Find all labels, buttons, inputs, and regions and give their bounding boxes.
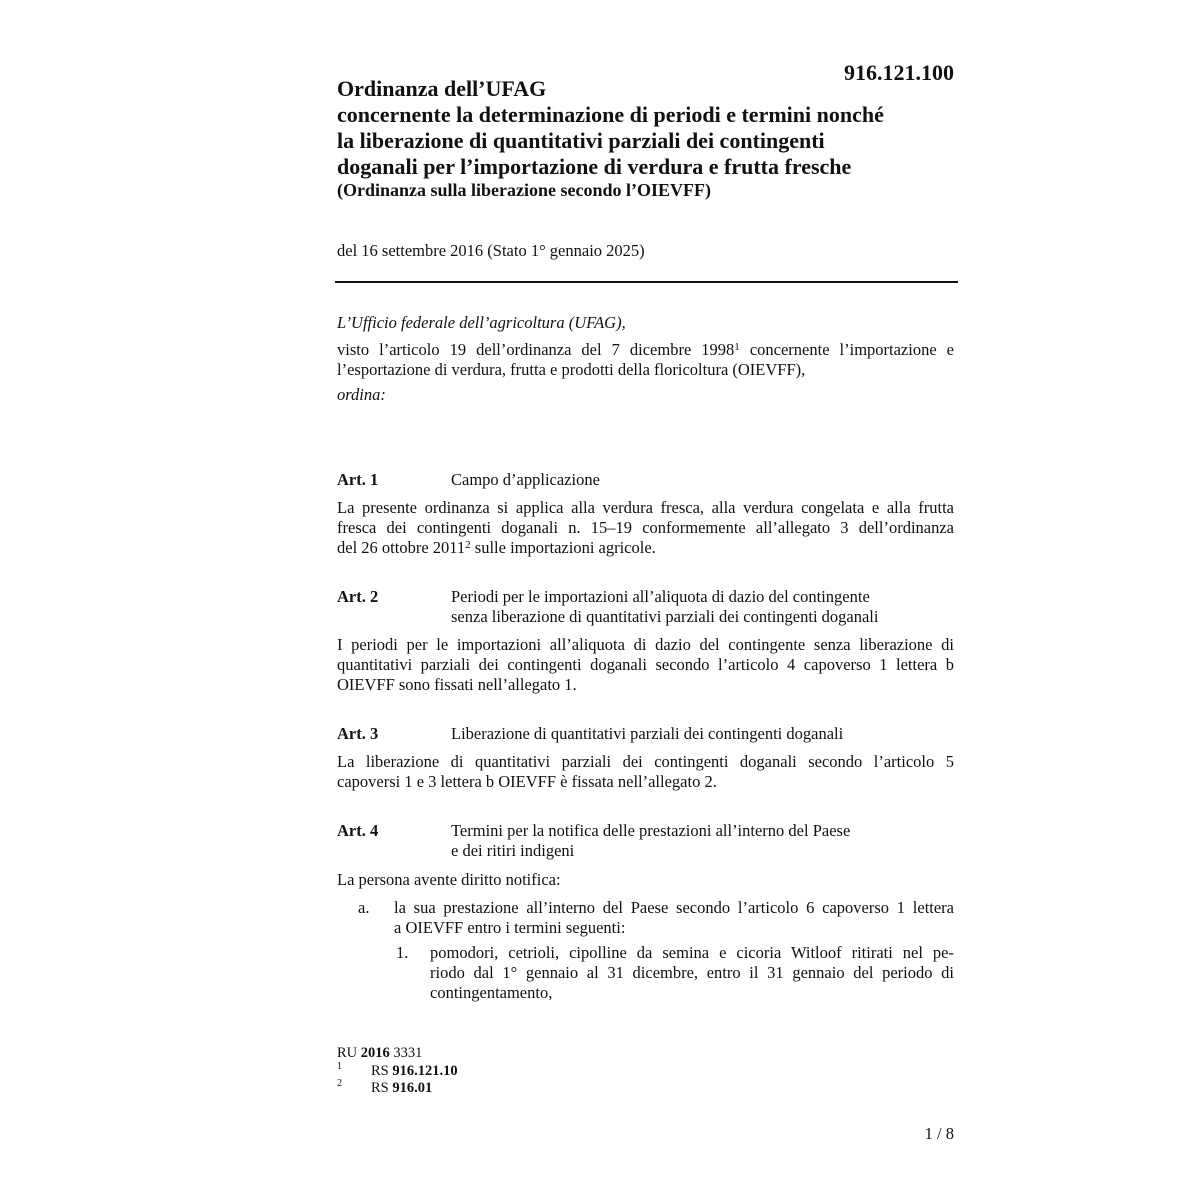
art-1-line-3 <box>337 538 954 558</box>
art-2-line-1: I periodi per le importazioni all’aliquota di dazio del contingente senza liberazione di <box>337 635 954 654</box>
page-number: 1 / 8 <box>924 1124 954 1143</box>
preamble-ordina: ordina: <box>337 385 386 404</box>
art-1-title: Campo d’applicazione <box>451 470 600 489</box>
art-4-item-a-line-1: la sua prestazione all’interno del Paese secondo l’articolo 6 capoverso 1 lettera <box>394 898 954 917</box>
art-2-line-2: quantitativi parziali dei contingenti doganali secondo l’articolo 4 capoverso 1 lettera b <box>337 655 954 674</box>
art-2-number: Art. 2 <box>337 587 379 606</box>
art-4-title <box>451 821 850 861</box>
footnote-1-ref[interactable]: 916.121.10 <box>392 1063 458 1079</box>
header-divider <box>335 281 958 283</box>
art-3-title: Liberazione di quantitativi parziali dei contingenti doganali <box>451 724 844 743</box>
ru-page: 3331 <box>389 1045 423 1061</box>
art-2-line-3: OIEVFF sono fissati nell’allegato 1. <box>337 675 577 694</box>
footnote-ref-2[interactable]: 2 <box>465 539 471 551</box>
art-4-intro: La persona avente diritto notifica: <box>337 870 561 889</box>
art-2-title <box>451 587 878 627</box>
footnote-1-prefix: RS <box>371 1063 393 1079</box>
art-4-item-a-marker: a. <box>358 898 370 917</box>
art-4-sub-1 <box>430 943 954 1003</box>
preamble-visto-text-b: concernente l’importazione e <box>739 340 955 359</box>
art-2-title-line-2: senza liberazione di quantitativi parziali dei contingenti doganali <box>451 607 879 626</box>
footnote-2-ref[interactable]: 916.01 <box>392 1080 433 1096</box>
footnote-ref-1[interactable]: 1 <box>734 341 740 353</box>
art-3-line-1: La liberazione di quantitativi parziali dei contingenti doganali secondo l’articolo 5 <box>337 752 954 771</box>
ru-year: 2016 <box>360 1045 390 1061</box>
ru-prefix: RU <box>337 1045 361 1061</box>
ru-reference <box>337 1045 422 1061</box>
title-line-1: Ordinanza dell’UFAG <box>337 76 547 101</box>
art-1-number: Art. 1 <box>337 470 379 489</box>
art-2-title-line-1: Periodi per le importazioni all’aliquota di dazio del contingente <box>451 587 870 606</box>
footnote-1 <box>337 1062 342 1078</box>
preamble-visto-line-2: l’esportazione di verdura, frutta e prodotti della floricoltura (OIEVFF), <box>337 360 806 379</box>
art-4-title-line-1: Termini per la notifica delle prestazioni all’interno del Paese <box>451 821 851 840</box>
art-3-body <box>337 752 954 792</box>
art-4-sub-1-marker: 1. <box>396 943 409 962</box>
art-4-title-line-2: e dei ritiri indigeni <box>451 841 575 860</box>
art-4-sub-1-line-2: riodo dal 1° gennaio al 31 dicembre, entro il 31 gennaio del periodo di <box>430 963 954 982</box>
preamble-visto <box>337 340 954 380</box>
art-2-body <box>337 635 954 695</box>
art-1-line-2: fresca dei contingenti doganali n. 15–19 conformemente all’allegato 3 dell’ordinanza <box>337 518 954 537</box>
preamble-visto-text-a: visto l’articolo 19 dell’ordinanza del 7 dicembre 1998 <box>337 340 735 359</box>
sr-number: 916.121.100 <box>844 60 954 85</box>
preamble-authority: L’Ufficio federale dell’agricoltura (UFAG), <box>337 313 626 332</box>
footnote-2 <box>337 1079 342 1095</box>
footnote-1-text <box>371 1063 458 1079</box>
art-1-line-3-b: sulle importazioni agricole. <box>470 538 656 557</box>
short-title: (Ordinanza sulla liberazione secondo l’OIEVFF) <box>337 180 712 200</box>
art-4-number: Art. 4 <box>337 821 379 840</box>
footnote-2-text <box>371 1080 432 1096</box>
footnote-1-number: 1 <box>337 1061 342 1072</box>
footnote-2-number: 2 <box>337 1078 342 1089</box>
art-4-item-a <box>394 898 954 938</box>
art-3-line-2: capoversi 1 e 3 lettera b OIEVFF è fissata nell’allegato 2. <box>337 772 717 791</box>
title-line-2: concernente la determinazione di periodi e termini nonché <box>337 102 884 127</box>
art-1-body <box>337 498 954 558</box>
date-line: del 16 settembre 2016 (Stato 1° gennaio 2025) <box>337 241 645 260</box>
footnote-2-prefix: RS <box>371 1080 393 1096</box>
preamble-visto-line-1 <box>337 340 954 360</box>
document-title <box>337 76 977 180</box>
art-3-number: Art. 3 <box>337 724 379 743</box>
art-4-sub-1-line-3: contingentamento, <box>430 983 553 1002</box>
art-1-line-3-a: del 26 ottobre 2011 <box>337 538 466 557</box>
title-line-3: la liberazione di quantitativi parziali dei contingenti <box>337 128 825 153</box>
art-4-item-a-line-2: a OIEVFF entro i termini seguenti: <box>394 918 626 937</box>
art-1-line-1: La presente ordinanza si applica alla verdura fresca, alla verdura congelata e alla frutta <box>337 498 954 517</box>
title-line-4: doganali per l’importazione di verdura e frutta fresche <box>337 154 852 179</box>
art-4-sub-1-line-1: pomodori, cetrioli, cipolline da semina e cicoria Witloof ritirati nel pe- <box>430 943 954 962</box>
